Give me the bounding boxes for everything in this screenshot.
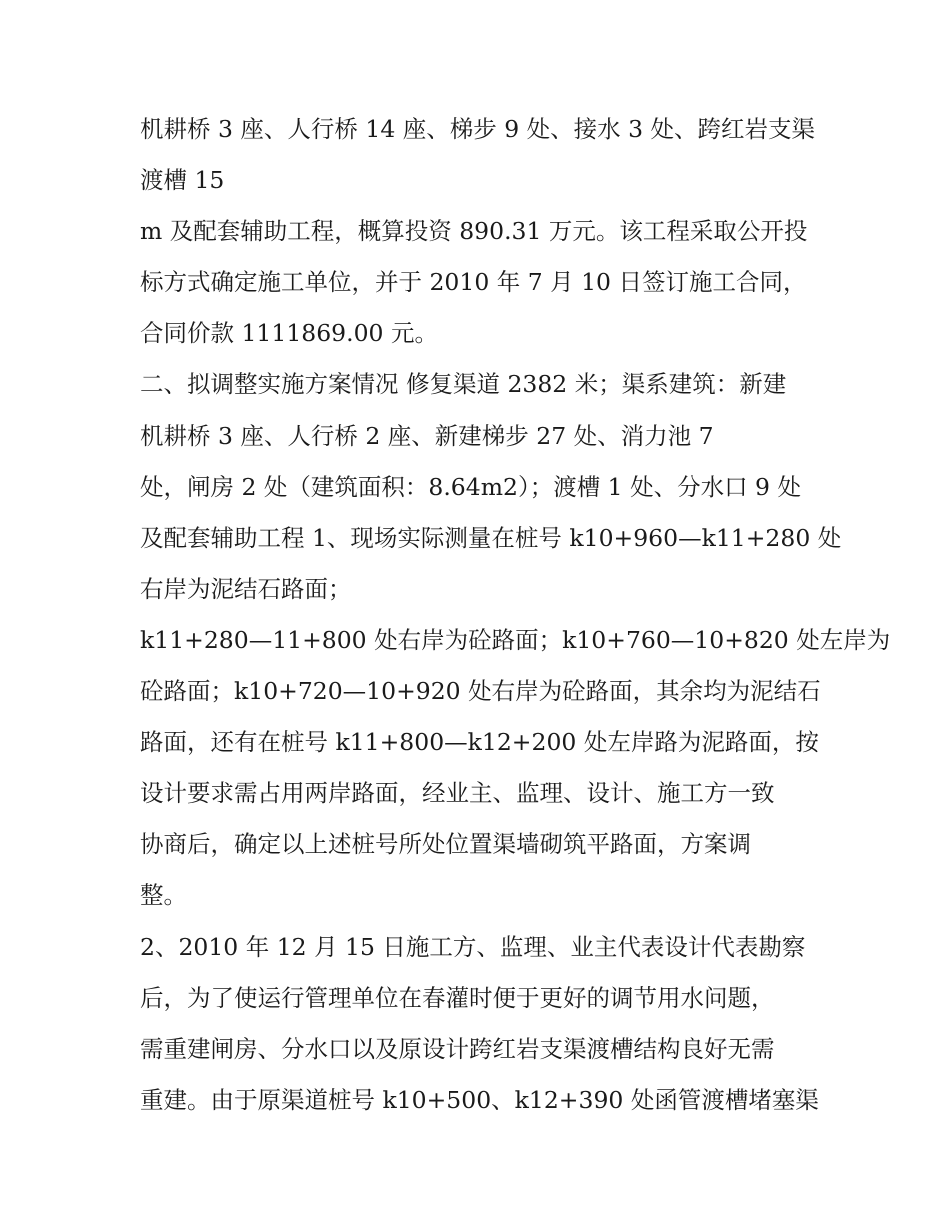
text-line: 2、2010 年 12 月 15 日施工方、监理、业主代表设计代表勘察 [140,932,806,961]
text-line: k11+280—11+800 处右岸为砼路面；k10+760—10+820 处左岸为 [140,625,891,654]
text-line: 路面，还有在桩号 k11+800—k12+200 处左岸路为泥路面，按 [140,728,819,757]
text-line: 机耕桥 3 座、人行桥 2 座、新建梯步 27 处、消力池 7 [140,421,714,450]
text-line: 协商后，确定以上述桩号所处位置渠墙砌筑平路面，方案调 [140,830,751,859]
document-body [140,104,891,1126]
text-line: 设计要求需占用两岸路面，经业主、监理、设计、施工方一致 [140,779,775,808]
text-line: 砼路面；k10+720—10+920 处右岸为砼路面，其余均为泥结石 [140,677,821,706]
text-line: 合同价款 1111869.00 元。 [140,319,438,348]
text-line: 二、拟调整实施方案情况 修复渠道 2382 米；渠系建筑：新建 [140,370,787,399]
text-line: 右岸为泥结石路面； [140,574,352,603]
text-line: 需重建闸房、分水口以及原设计跨红岩支渠渡槽结构良好无需 [140,1034,775,1063]
text-line: m 及配套辅助工程，概算投资 890.31 万元。该工程采取公开投 [140,217,808,246]
text-line: 后，为了使运行管理单位在春灌时便于更好的调节用水问题， [140,983,775,1012]
text-line: 机耕桥 3 座、人行桥 14 座、梯步 9 处、接水 3 处、跨红岩支渠 [140,115,816,143]
text-line: 整。 [140,881,187,910]
text-line: 处，闸房 2 处（建筑面积：8.64m2）；渡槽 1 处、分水口 9 处 [140,472,801,501]
text-line: 及配套辅助工程 1、现场实际测量在桩号 k10+960—k11+280 处 [140,523,842,552]
text-line: 重建。由于原渠道桩号 k10+500、k12+390 处函管渡槽堵塞渠 [140,1085,819,1114]
text-line: 渡槽 15 [140,166,225,195]
text-line: 标方式确定施工单位，并于 2010 年 7 月 10 日签订施工合同， [140,268,807,297]
